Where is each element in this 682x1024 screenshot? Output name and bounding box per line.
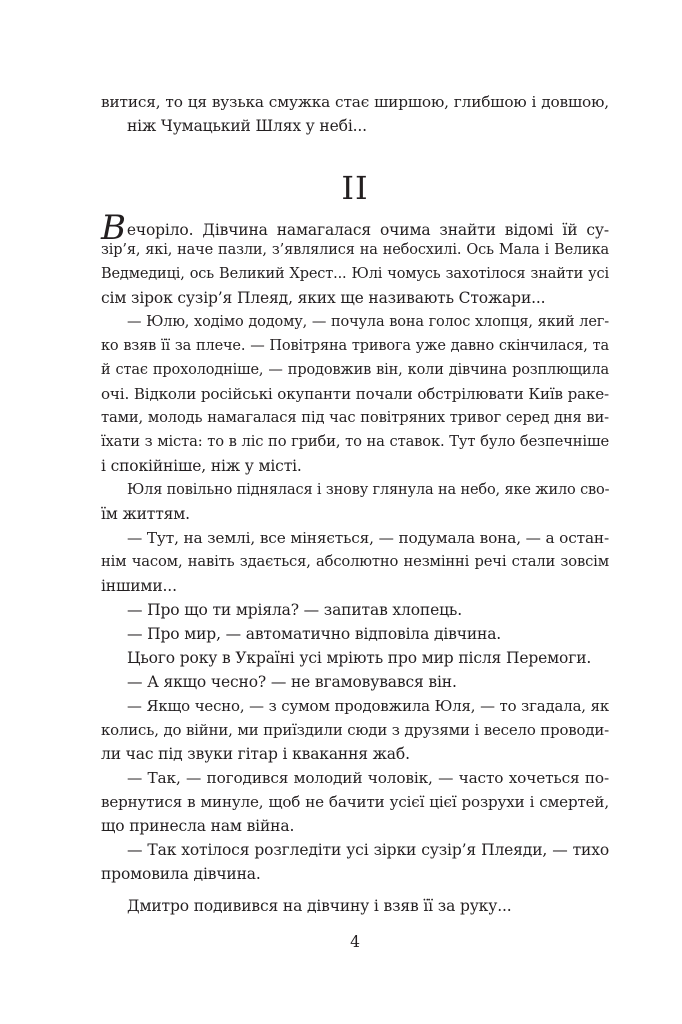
text-line: вернутися в минуле, щоб не бачити усієї цієї розрухи і смертей, (101, 793, 609, 811)
text-line: очі. Відколи російські окупанти почали обстрілювати Київ раке- (101, 385, 609, 403)
text-line: Юля повільно піднялася і знову глянула на небо, яке жило сво- (127, 482, 610, 498)
text-line: промовила дівчина. (101, 865, 261, 883)
text-line: іншими... (101, 577, 177, 595)
chapter-title: II (341, 169, 369, 207)
text-line: — Якщо чесно, — з сумом продовжила Юля, — то згадала, як (127, 697, 609, 715)
text-line: — Про що ти мріяла? — запитав хлопець. (127, 601, 462, 619)
drop-cap: В (101, 208, 126, 248)
text-line: ко взяв її за плече. — Повітряна тривога уже давно скінчилася, та (101, 338, 609, 354)
text-line: — Так хотілося розгледіти усі зірки сузір’я Плеяди, — тихо (127, 841, 609, 859)
text-line: Цього року в Україні усі мріють про мир після Перемоги. (127, 649, 592, 667)
text-line: і спокійніше, ніж у місті. (101, 457, 302, 475)
text-line: — Так, — погодився молодий чоловік, — часто хочеться по- (127, 769, 609, 787)
page-number: 4 (350, 933, 360, 951)
text-line: — А якщо чесно? — не вгамовувався він. (127, 673, 457, 691)
text-line: ніж Чумацький Шлях у небі... (127, 117, 367, 135)
text-line: зір’я, які, наче пазли, з’являлися на небосхилі. Ось Мала і Велика (101, 242, 609, 258)
text-line: нім часом, навіть здається, абсолютно незмінні речі стали зовсім (101, 553, 609, 570)
text-line: їм життям. (101, 505, 190, 523)
text-line: ли час під звуки гітар і квакання жаб. (101, 745, 410, 763)
text-line: колись, до війни, ми приїздили сюди з друзями і весело проводи- (101, 721, 609, 739)
book-page (101, 0, 609, 1024)
text-line: Ведмедиці, ось Великий Хрест... Юлі чомусь захотілося знайти усі (101, 266, 609, 282)
text-line: — Тут, на землі, все міняється, — подумала вона, — а остан- (127, 529, 609, 547)
text-line: й стає прохолодніше, — продовжив він, коли дівчина розплющила (101, 362, 609, 378)
text-line: — Юлю, ходімо додому, — почула вона голос хлопця, який лег- (127, 314, 609, 330)
text-line: витися, то ця вузька смужка стає ширшою, глибшою і довшою, (101, 93, 609, 111)
text-line: що принесла нам війна. (101, 817, 295, 835)
text-line: Дмитро подивився на дівчину і взяв її за руку... (127, 897, 512, 915)
text-line: тами, молодь намагалася під час повітряних тривог серед дня ви- (101, 409, 609, 426)
text-line: — Про мир, — автоматично відповіла дівчина. (127, 625, 502, 643)
text-line: сім зірок сузір’я Плеяд, яких ще називають Стожари... (101, 289, 546, 307)
text-line-content: ечоріло. Дівчина намагалася очима знайти відомі їй су- (126, 221, 609, 239)
text-line: їхати з міста: то в ліс по гриби, то на ставок. Тут було безпечніше (101, 433, 609, 450)
